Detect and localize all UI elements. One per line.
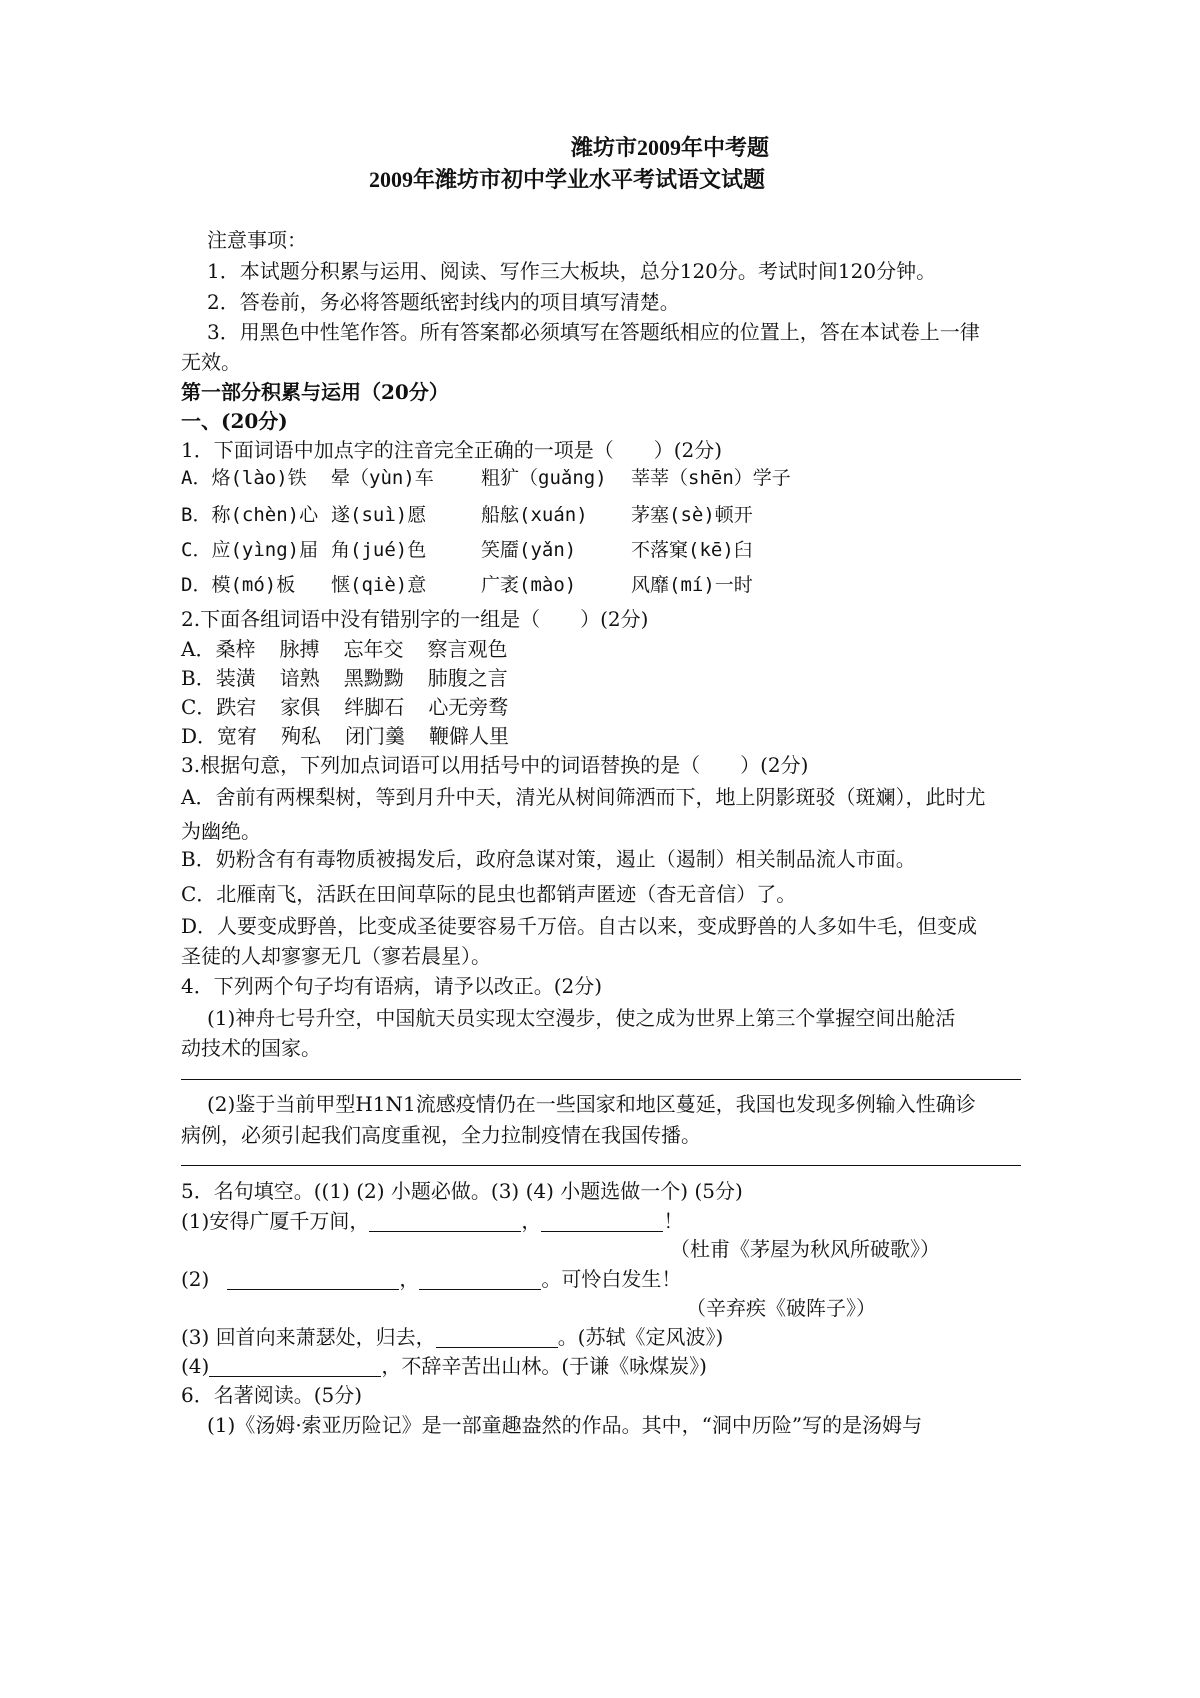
sentence-text: 动技术的国家。 [181,1036,321,1060]
source-text: （杜甫《茅屋为秋风所破歌》） [670,1237,940,1261]
option-row [181,692,1021,722]
option-word: 广袤(mào) [481,574,577,596]
notice-item: 1．本试题分积累与运用、阅读、写作三大板块，总分120分。考试时间120分钟。 [207,259,937,283]
option-text: D．人要变成野兽，比变成圣徒要容易千万倍。自古以来，变成野兽的人多如牛毛，但变成 [181,914,978,938]
fill-text: 。(苏轼《定风波》) [557,1325,724,1349]
question-stem: 2.下面各组词语中没有错别字的一组是（ ）(2分) [181,607,649,631]
fill-text: (4) [181,1354,210,1378]
option-word: 忘年交 [343,637,404,661]
option-word: 绊脚石 [344,695,405,719]
part-heading: 第一部分积累与运用（20分） [181,380,449,404]
option-text: 圣徒的人却寥寥无几（寥若晨星）。 [181,944,491,968]
option-word: 莘莘（shēn）学子 [631,467,791,489]
page-subtitle: 2009年潍坊市初中学业水平考试语文试题 [369,167,766,192]
option-word: 脉搏 [279,637,320,661]
fill-text: (2) [181,1267,210,1291]
option-row [181,463,1021,493]
fill-line [181,1206,1021,1236]
fill-blank[interactable] [227,1267,399,1290]
notice-item: 无效。 [181,350,241,374]
answer-line[interactable] [181,1165,1021,1166]
option-word: 闭门羹 [345,724,406,748]
fill-line [181,1351,1021,1381]
option-row [181,500,1021,530]
option-text: 为幽绝。 [181,819,261,843]
option-row [181,570,1021,600]
sentence-text: (1)神舟七号升空，中国航天员实现太空漫步，使之成为世界上第三个掌握空间出舱活 [207,1006,956,1030]
fill-blank[interactable] [541,1209,663,1232]
option-word: D．宽宥 [181,724,258,748]
option-text: A．舍前有两棵梨树，等到月升中天，清光从树间筛洒而下，地上阴影斑驳（斑斓），此时尤 [181,785,986,809]
option-word: A．桑梓 [181,637,256,661]
option-row [181,721,1021,751]
option-word: B．装潢 [181,666,256,690]
option-word: 船舷(xuán) [481,504,588,526]
sentence-text: 病例，必须引起我们高度重视，全力拉制疫情在我国传播。 [181,1123,701,1147]
fill-text: ， [399,1267,420,1291]
fill-blank[interactable] [436,1325,558,1348]
option-word: C．跌宕 [181,695,257,719]
sentence-text: (2)鉴于当前甲型H1N1流感疫情仍在一些国家和地区蔓延，我国也发现多例输入性确诊 [207,1092,976,1116]
question-stem: 5．名句填空。((1) (2) 小题必做。(3) (4) 小题选做一个) (5分) [181,1179,743,1203]
option-word: 茅塞(sè)顿开 [631,504,753,526]
option-word: 心无旁骛 [428,695,509,719]
fill-text: (1)安得广厦千万间， [181,1209,370,1233]
option-word: 肺腹之言 [427,666,508,690]
option-word: 谙熟 [279,666,320,690]
fill-line [181,1264,1021,1294]
section-heading: 一、(20分) [181,409,288,433]
option-row [181,663,1021,693]
question-stem: 1．下面词语中加点字的注音完全正确的一项是（ ）(2分) [181,438,723,462]
option-word: A．烙(lào)铁 [181,467,307,489]
source-text: （辛弃疾《破阵子》） [686,1296,876,1320]
option-word: 殉私 [281,724,322,748]
option-row [181,634,1021,664]
option-word: 黑黝黝 [343,666,404,690]
option-word: 角(jué)色 [331,539,427,561]
option-word: C．应(yìng)届 [181,539,319,561]
answer-line[interactable] [181,1079,1021,1080]
option-word: 察言观色 [427,637,508,661]
option-word: D．模(mó)板 [181,574,296,596]
option-text: B．奶粉含有有毒物质被揭发后，政府急谋对策，遏止（遏制）相关制品流人市面。 [181,847,916,871]
fill-blank[interactable] [419,1267,541,1290]
fill-blank[interactable] [369,1209,521,1232]
option-word: 不落窠(kē)臼 [631,539,753,561]
option-word: 风靡(mí)一时 [631,574,753,596]
option-word: 粗犷（guǎng) [481,467,607,489]
notice-item: 3．用黑色中性笔作答。所有答案都必须填写在答题纸相应的位置上，答在本试卷上一律 [207,320,980,344]
fill-text: ！ [663,1209,684,1233]
option-word: 笑靥(yǎn) [481,539,577,561]
fill-blank[interactable] [209,1354,381,1377]
question-stem: 4．下列两个句子均有语病，请予以改正。(2分) [181,974,603,998]
option-word: B．称(chèn)心 [181,504,319,526]
option-word: 惬(qiè)意 [331,574,427,596]
option-word: 家俱 [280,695,321,719]
page-title: 潍坊市2009年中考题 [571,135,770,160]
option-word: 鞭僻人里 [429,724,510,748]
fill-text: ，不辞辛苦出山林。(于谦《咏煤炭》) [381,1354,707,1378]
fill-text: ， [521,1209,542,1233]
fill-text: (3) 回首向来萧瑟处，归去， [181,1325,436,1349]
fill-text: 。可怜白发生！ [541,1267,682,1291]
notice-heading: 注意事项： [207,228,307,252]
question-text: (1)《汤姆·索亚历险记》是一部童趣盎然的作品。其中，“洞中历险”写的是汤姆与 [207,1413,923,1437]
fill-line [181,1322,1021,1352]
question-stem: 6．名著阅读。(5分) [181,1383,363,1407]
option-word: 遂(suì)愿 [331,504,427,526]
notice-item: 2．答卷前，务必将答题纸密封线内的项目填写清楚。 [207,290,680,314]
option-text: C．北雁南飞，活跃在田间草际的昆虫也都销声匿迹（杳无音信）了。 [181,882,797,906]
option-row [181,535,1021,565]
option-word: 晕（yùn)车 [331,467,434,489]
question-stem: 3.根据句意，下列加点词语可以用括号中的词语替换的是（ ）(2分) [181,753,809,777]
